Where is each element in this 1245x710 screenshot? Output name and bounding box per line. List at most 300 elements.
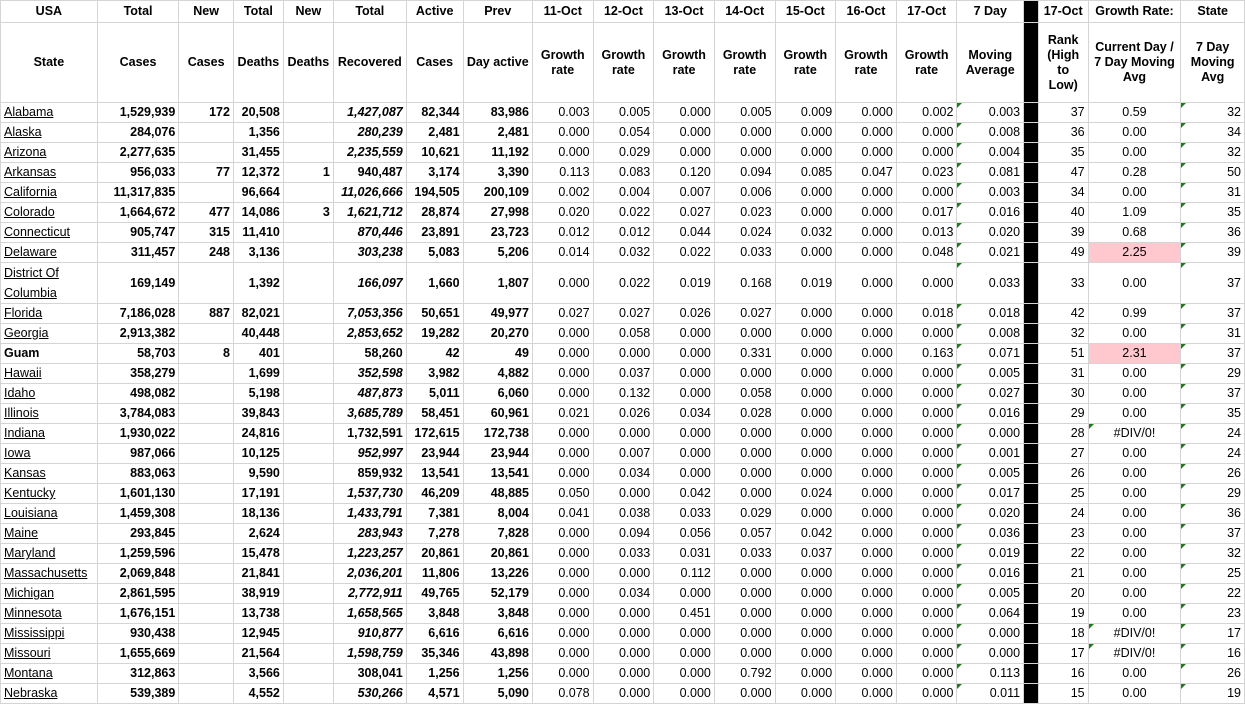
recovered-cell[interactable]: 7,053,356 <box>333 304 406 324</box>
growth-ratio-cell[interactable]: 0.00 <box>1088 464 1181 484</box>
state-7day-avg-cell[interactable]: 26 <box>1181 464 1245 484</box>
state-7day-avg-cell[interactable]: 36 <box>1181 504 1245 524</box>
new-cases-cell[interactable]: 77 <box>179 163 234 183</box>
prev-day-active-cell[interactable]: 43,898 <box>463 644 532 664</box>
growth-rate-cell[interactable]: 0.000 <box>654 424 715 444</box>
growth-rate-cell[interactable]: 0.006 <box>714 183 775 203</box>
recovered-cell[interactable]: 280,239 <box>333 123 406 143</box>
total-deaths-cell[interactable]: 14,086 <box>233 203 283 223</box>
column-header[interactable]: Total <box>233 1 283 23</box>
recovered-cell[interactable]: 1,658,565 <box>333 604 406 624</box>
state-name-cell[interactable] <box>1 223 98 243</box>
state-name-cell[interactable] <box>1 484 98 504</box>
growth-rate-cell[interactable]: 0.000 <box>896 644 957 664</box>
new-deaths-cell[interactable] <box>283 424 333 444</box>
prev-day-active-cell[interactable]: 20,861 <box>463 544 532 564</box>
growth-rate-cell[interactable]: 0.000 <box>714 484 775 504</box>
growth-rate-cell[interactable]: 0.000 <box>714 123 775 143</box>
new-deaths-cell[interactable] <box>283 504 333 524</box>
total-deaths-cell[interactable]: 4,552 <box>233 684 283 704</box>
new-cases-cell[interactable] <box>179 564 234 584</box>
new-cases-cell[interactable]: 172 <box>179 103 234 123</box>
growth-rate-cell[interactable]: 0.000 <box>593 564 654 584</box>
growth-rate-cell[interactable]: 0.331 <box>714 344 775 364</box>
growth-rate-cell[interactable]: 0.000 <box>532 424 593 444</box>
growth-rate-cell[interactable]: 0.000 <box>654 464 715 484</box>
column-header[interactable]: 7 Day <box>957 1 1024 23</box>
active-cases-cell[interactable]: 3,848 <box>406 604 463 624</box>
state-7day-avg-cell[interactable]: 22 <box>1181 584 1245 604</box>
column-header[interactable]: 17-Oct <box>896 1 957 23</box>
growth-rate-cell[interactable]: 0.002 <box>896 103 957 123</box>
active-cases-cell[interactable]: 46,209 <box>406 484 463 504</box>
growth-rate-cell[interactable]: 0.168 <box>714 263 775 304</box>
state-name-cell[interactable] <box>1 684 98 704</box>
active-cases-cell[interactable]: 11,806 <box>406 564 463 584</box>
state-7day-avg-cell[interactable]: 50 <box>1181 163 1245 183</box>
state-name-cell[interactable] <box>1 404 98 424</box>
recovered-cell[interactable]: 952,997 <box>333 444 406 464</box>
total-deaths-cell[interactable]: 18,136 <box>233 504 283 524</box>
growth-ratio-cell[interactable]: 0.00 <box>1088 384 1181 404</box>
total-cases-cell[interactable]: 293,845 <box>97 524 179 544</box>
rank-cell[interactable]: 29 <box>1038 404 1088 424</box>
state-name-cell[interactable] <box>1 524 98 544</box>
new-cases-cell[interactable]: 8 <box>179 344 234 364</box>
recovered-cell[interactable]: 530,266 <box>333 684 406 704</box>
state-link[interactable]: Hawaii <box>4 366 42 380</box>
growth-rate-cell[interactable]: 0.048 <box>896 243 957 263</box>
growth-rate-cell[interactable]: 0.019 <box>654 263 715 304</box>
moving-average-cell[interactable]: 0.005 <box>957 584 1024 604</box>
state-link[interactable]: Florida <box>4 306 43 320</box>
growth-rate-cell[interactable]: 0.000 <box>654 344 715 364</box>
rank-cell[interactable]: 15 <box>1038 684 1088 704</box>
growth-rate-cell[interactable]: 0.000 <box>775 364 836 384</box>
growth-rate-cell[interactable]: 0.034 <box>593 584 654 604</box>
total-deaths-cell[interactable]: 38,919 <box>233 584 283 604</box>
state-name-cell[interactable] <box>1 604 98 624</box>
growth-rate-cell[interactable]: 0.000 <box>775 344 836 364</box>
growth-rate-cell[interactable]: 0.000 <box>532 564 593 584</box>
recovered-cell[interactable]: 1,537,730 <box>333 484 406 504</box>
growth-rate-cell[interactable]: 0.000 <box>896 263 957 304</box>
growth-rate-cell[interactable]: 0.000 <box>836 183 897 203</box>
active-cases-cell[interactable]: 3,174 <box>406 163 463 183</box>
growth-rate-cell[interactable]: 0.120 <box>654 163 715 183</box>
growth-rate-cell[interactable]: 0.000 <box>836 364 897 384</box>
prev-day-active-cell[interactable]: 20,270 <box>463 324 532 344</box>
growth-rate-cell[interactable]: 0.033 <box>714 243 775 263</box>
state-link[interactable]: Illinois <box>4 406 39 420</box>
growth-rate-cell[interactable]: 0.792 <box>714 664 775 684</box>
column-header[interactable]: Recovered <box>333 23 406 103</box>
recovered-cell[interactable]: 58,260 <box>333 344 406 364</box>
recovered-cell[interactable]: 940,487 <box>333 163 406 183</box>
growth-rate-cell[interactable]: 0.022 <box>593 263 654 304</box>
state-link[interactable]: Colorado <box>4 205 55 219</box>
growth-rate-cell[interactable]: 0.027 <box>714 304 775 324</box>
rank-cell[interactable]: 37 <box>1038 103 1088 123</box>
moving-average-cell[interactable]: 0.033 <box>957 263 1024 304</box>
new-cases-cell[interactable] <box>179 484 234 504</box>
total-deaths-cell[interactable]: 21,841 <box>233 564 283 584</box>
prev-day-active-cell[interactable]: 3,390 <box>463 163 532 183</box>
total-deaths-cell[interactable]: 12,372 <box>233 163 283 183</box>
state-7day-avg-cell[interactable]: 32 <box>1181 544 1245 564</box>
growth-rate-cell[interactable]: 0.044 <box>654 223 715 243</box>
total-deaths-cell[interactable]: 21,564 <box>233 644 283 664</box>
growth-rate-cell[interactable]: 0.033 <box>714 544 775 564</box>
new-deaths-cell[interactable] <box>283 664 333 684</box>
moving-average-cell[interactable]: 0.020 <box>957 223 1024 243</box>
state-link[interactable]: Massachusetts <box>4 566 88 580</box>
total-deaths-cell[interactable]: 2,624 <box>233 524 283 544</box>
rank-cell[interactable]: 18 <box>1038 624 1088 644</box>
column-header[interactable]: Growth rate <box>836 23 897 103</box>
state-link[interactable]: Arizona <box>4 145 47 159</box>
growth-rate-cell[interactable]: 0.000 <box>714 324 775 344</box>
total-cases-cell[interactable]: 7,186,028 <box>97 304 179 324</box>
state-7day-avg-cell[interactable]: 36 <box>1181 223 1245 243</box>
state-name-cell[interactable] <box>1 163 98 183</box>
active-cases-cell[interactable]: 6,616 <box>406 624 463 644</box>
growth-rate-cell[interactable]: 0.000 <box>896 384 957 404</box>
recovered-cell[interactable]: 308,041 <box>333 664 406 684</box>
rank-cell[interactable]: 36 <box>1038 123 1088 143</box>
growth-rate-cell[interactable]: 0.022 <box>654 243 715 263</box>
state-7day-avg-cell[interactable]: 16 <box>1181 644 1245 664</box>
prev-day-active-cell[interactable]: 11,192 <box>463 143 532 163</box>
total-cases-cell[interactable]: 1,930,022 <box>97 424 179 444</box>
growth-ratio-cell[interactable]: 1.09 <box>1088 203 1181 223</box>
recovered-cell[interactable]: 166,097 <box>333 263 406 304</box>
total-cases-cell[interactable]: 930,438 <box>97 624 179 644</box>
growth-rate-cell[interactable]: 0.000 <box>896 123 957 143</box>
new-deaths-cell[interactable] <box>283 344 333 364</box>
column-header[interactable]: Total <box>333 1 406 23</box>
growth-rate-cell[interactable]: 0.000 <box>836 344 897 364</box>
new-deaths-cell[interactable] <box>283 644 333 664</box>
recovered-cell[interactable]: 1,598,759 <box>333 644 406 664</box>
growth-rate-cell[interactable]: 0.000 <box>532 384 593 404</box>
prev-day-active-cell[interactable]: 2,481 <box>463 123 532 143</box>
growth-rate-cell[interactable]: 0.024 <box>714 223 775 243</box>
total-cases-cell[interactable]: 2,277,635 <box>97 143 179 163</box>
total-cases-cell[interactable]: 987,066 <box>97 444 179 464</box>
growth-rate-cell[interactable]: 0.000 <box>836 504 897 524</box>
growth-rate-cell[interactable]: 0.033 <box>593 544 654 564</box>
growth-rate-cell[interactable]: 0.000 <box>836 424 897 444</box>
growth-rate-cell[interactable]: 0.000 <box>836 584 897 604</box>
growth-rate-cell[interactable]: 0.000 <box>775 143 836 163</box>
growth-rate-cell[interactable]: 0.000 <box>654 143 715 163</box>
growth-rate-cell[interactable]: 0.000 <box>593 684 654 704</box>
growth-rate-cell[interactable]: 0.012 <box>593 223 654 243</box>
growth-rate-cell[interactable]: 0.026 <box>654 304 715 324</box>
new-deaths-cell[interactable] <box>283 684 333 704</box>
growth-rate-cell[interactable]: 0.000 <box>654 624 715 644</box>
growth-rate-cell[interactable]: 0.000 <box>836 304 897 324</box>
prev-day-active-cell[interactable]: 5,090 <box>463 684 532 704</box>
state-link[interactable]: Mississippi <box>4 626 65 640</box>
state-name-cell[interactable] <box>1 344 98 364</box>
growth-rate-cell[interactable]: 0.000 <box>775 504 836 524</box>
state-name-cell[interactable] <box>1 143 98 163</box>
growth-rate-cell[interactable]: 0.037 <box>775 544 836 564</box>
state-link[interactable]: Iowa <box>4 446 31 460</box>
state-name-cell[interactable] <box>1 304 98 324</box>
state-7day-avg-cell[interactable]: 25 <box>1181 564 1245 584</box>
growth-rate-cell[interactable]: 0.000 <box>896 324 957 344</box>
recovered-cell[interactable]: 859,932 <box>333 464 406 484</box>
rank-cell[interactable]: 51 <box>1038 344 1088 364</box>
growth-rate-cell[interactable]: 0.000 <box>896 183 957 203</box>
active-cases-cell[interactable]: 10,621 <box>406 143 463 163</box>
prev-day-active-cell[interactable]: 27,998 <box>463 203 532 223</box>
growth-ratio-cell[interactable]: 0.00 <box>1088 364 1181 384</box>
growth-rate-cell[interactable]: 0.031 <box>654 544 715 564</box>
growth-rate-cell[interactable]: 0.000 <box>593 664 654 684</box>
growth-rate-cell[interactable]: 0.000 <box>654 664 715 684</box>
growth-rate-cell[interactable]: 0.000 <box>896 664 957 684</box>
growth-rate-cell[interactable]: 0.000 <box>775 324 836 344</box>
column-header[interactable]: Growth rate <box>714 23 775 103</box>
moving-average-cell[interactable]: 0.005 <box>957 364 1024 384</box>
moving-average-cell[interactable]: 0.019 <box>957 544 1024 564</box>
growth-rate-cell[interactable]: 0.000 <box>532 584 593 604</box>
growth-rate-cell[interactable]: 0.000 <box>532 524 593 544</box>
new-deaths-cell[interactable] <box>283 604 333 624</box>
recovered-cell[interactable]: 303,238 <box>333 243 406 263</box>
column-header[interactable]: 15-Oct <box>775 1 836 23</box>
column-header[interactable]: Current Day / 7 Day Moving Avg <box>1088 23 1181 103</box>
state-link[interactable]: Kentucky <box>4 486 56 500</box>
rank-cell[interactable]: 30 <box>1038 384 1088 404</box>
new-deaths-cell[interactable]: 1 <box>283 163 333 183</box>
moving-average-cell[interactable]: 0.000 <box>957 424 1024 444</box>
active-cases-cell[interactable]: 4,571 <box>406 684 463 704</box>
column-header[interactable]: Growth rate <box>896 23 957 103</box>
growth-rate-cell[interactable]: 0.029 <box>714 504 775 524</box>
growth-rate-cell[interactable]: 0.000 <box>775 203 836 223</box>
state-link[interactable]: Louisiana <box>4 506 58 520</box>
growth-ratio-cell[interactable]: 0.00 <box>1088 664 1181 684</box>
state-name-cell[interactable] <box>1 243 98 263</box>
growth-rate-cell[interactable]: 0.000 <box>654 324 715 344</box>
new-cases-cell[interactable] <box>179 504 234 524</box>
state-link[interactable]: Montana <box>4 666 53 680</box>
rank-cell[interactable]: 40 <box>1038 203 1088 223</box>
growth-rate-cell[interactable]: 0.058 <box>593 324 654 344</box>
growth-rate-cell[interactable]: 0.026 <box>593 404 654 424</box>
rank-cell[interactable]: 22 <box>1038 544 1088 564</box>
total-cases-cell[interactable]: 2,861,595 <box>97 584 179 604</box>
growth-rate-cell[interactable]: 0.000 <box>836 223 897 243</box>
active-cases-cell[interactable]: 28,874 <box>406 203 463 223</box>
rank-cell[interactable]: 19 <box>1038 604 1088 624</box>
growth-ratio-cell[interactable]: 0.00 <box>1088 684 1181 704</box>
growth-rate-cell[interactable]: 0.000 <box>532 364 593 384</box>
state-link[interactable]: District Of Columbia <box>4 266 59 300</box>
total-cases-cell[interactable]: 2,913,382 <box>97 324 179 344</box>
growth-rate-cell[interactable]: 0.000 <box>775 604 836 624</box>
moving-average-cell[interactable]: 0.003 <box>957 103 1024 123</box>
new-cases-cell[interactable] <box>179 324 234 344</box>
growth-rate-cell[interactable]: 0.000 <box>896 424 957 444</box>
state-name-cell[interactable] <box>1 203 98 223</box>
growth-rate-cell[interactable]: 0.000 <box>896 524 957 544</box>
moving-average-cell[interactable]: 0.036 <box>957 524 1024 544</box>
state-7day-avg-cell[interactable]: 31 <box>1181 183 1245 203</box>
growth-rate-cell[interactable]: 0.000 <box>836 664 897 684</box>
prev-day-active-cell[interactable]: 200,109 <box>463 183 532 203</box>
growth-ratio-cell[interactable]: 0.00 <box>1088 564 1181 584</box>
growth-rate-cell[interactable]: 0.033 <box>654 504 715 524</box>
column-header[interactable]: 12-Oct <box>593 1 654 23</box>
column-header[interactable]: Cases <box>406 23 463 103</box>
column-header[interactable]: Cases <box>179 23 234 103</box>
prev-day-active-cell[interactable]: 8,004 <box>463 504 532 524</box>
prev-day-active-cell[interactable]: 7,828 <box>463 524 532 544</box>
total-cases-cell[interactable]: 1,676,151 <box>97 604 179 624</box>
new-cases-cell[interactable] <box>179 263 234 304</box>
recovered-cell[interactable]: 283,943 <box>333 524 406 544</box>
new-cases-cell[interactable] <box>179 404 234 424</box>
new-deaths-cell[interactable] <box>283 484 333 504</box>
new-cases-cell[interactable] <box>179 584 234 604</box>
total-cases-cell[interactable]: 905,747 <box>97 223 179 243</box>
state-link[interactable]: Guam <box>4 346 40 360</box>
active-cases-cell[interactable]: 42 <box>406 344 463 364</box>
growth-rate-cell[interactable]: 0.000 <box>593 424 654 444</box>
growth-rate-cell[interactable]: 0.000 <box>775 464 836 484</box>
growth-rate-cell[interactable]: 0.000 <box>775 624 836 644</box>
new-deaths-cell[interactable] <box>283 324 333 344</box>
growth-ratio-cell[interactable]: 0.00 <box>1088 444 1181 464</box>
growth-ratio-cell[interactable]: 0.00 <box>1088 183 1181 203</box>
moving-average-cell[interactable]: 0.000 <box>957 624 1024 644</box>
growth-rate-cell[interactable]: 0.027 <box>532 304 593 324</box>
growth-rate-cell[interactable]: 0.000 <box>775 304 836 324</box>
new-cases-cell[interactable] <box>179 364 234 384</box>
growth-rate-cell[interactable]: 0.000 <box>654 384 715 404</box>
growth-ratio-cell[interactable]: 0.00 <box>1088 324 1181 344</box>
new-cases-cell[interactable]: 248 <box>179 243 234 263</box>
new-cases-cell[interactable] <box>179 544 234 564</box>
state-name-cell[interactable] <box>1 103 98 123</box>
growth-rate-cell[interactable]: 0.085 <box>775 163 836 183</box>
state-name-cell[interactable] <box>1 123 98 143</box>
growth-ratio-cell[interactable]: 2.31 <box>1088 344 1181 364</box>
state-7day-avg-cell[interactable]: 23 <box>1181 604 1245 624</box>
active-cases-cell[interactable]: 2,481 <box>406 123 463 143</box>
moving-average-cell[interactable]: 0.018 <box>957 304 1024 324</box>
new-cases-cell[interactable] <box>179 143 234 163</box>
growth-rate-cell[interactable]: 0.000 <box>896 604 957 624</box>
growth-rate-cell[interactable]: 0.000 <box>775 444 836 464</box>
column-header[interactable]: USA <box>1 1 98 23</box>
moving-average-cell[interactable]: 0.003 <box>957 183 1024 203</box>
moving-average-cell[interactable]: 0.016 <box>957 203 1024 223</box>
growth-ratio-cell[interactable]: 0.00 <box>1088 604 1181 624</box>
rank-cell[interactable]: 34 <box>1038 183 1088 203</box>
active-cases-cell[interactable]: 1,660 <box>406 263 463 304</box>
prev-day-active-cell[interactable]: 60,961 <box>463 404 532 424</box>
growth-rate-cell[interactable]: 0.014 <box>532 243 593 263</box>
new-deaths-cell[interactable] <box>283 444 333 464</box>
prev-day-active-cell[interactable]: 4,882 <box>463 364 532 384</box>
state-7day-avg-cell[interactable]: 34 <box>1181 123 1245 143</box>
growth-rate-cell[interactable]: 0.000 <box>836 644 897 664</box>
moving-average-cell[interactable]: 0.027 <box>957 384 1024 404</box>
column-header[interactable]: New <box>283 1 333 23</box>
growth-rate-cell[interactable]: 0.007 <box>593 444 654 464</box>
total-deaths-cell[interactable]: 11,410 <box>233 223 283 243</box>
new-deaths-cell[interactable] <box>283 384 333 404</box>
moving-average-cell[interactable]: 0.020 <box>957 504 1024 524</box>
growth-rate-cell[interactable]: 0.037 <box>593 364 654 384</box>
total-cases-cell[interactable]: 169,149 <box>97 263 179 304</box>
total-cases-cell[interactable]: 284,076 <box>97 123 179 143</box>
total-cases-cell[interactable]: 3,784,083 <box>97 404 179 424</box>
total-cases-cell[interactable]: 2,069,848 <box>97 564 179 584</box>
moving-average-cell[interactable]: 0.016 <box>957 564 1024 584</box>
growth-ratio-cell[interactable]: 0.00 <box>1088 143 1181 163</box>
growth-rate-cell[interactable]: 0.000 <box>836 544 897 564</box>
active-cases-cell[interactable]: 23,944 <box>406 444 463 464</box>
growth-rate-cell[interactable]: 0.027 <box>593 304 654 324</box>
total-cases-cell[interactable]: 539,389 <box>97 684 179 704</box>
active-cases-cell[interactable]: 20,861 <box>406 544 463 564</box>
growth-rate-cell[interactable]: 0.000 <box>775 684 836 704</box>
state-name-cell[interactable] <box>1 624 98 644</box>
growth-rate-cell[interactable]: 0.004 <box>593 183 654 203</box>
moving-average-cell[interactable]: 0.021 <box>957 243 1024 263</box>
total-deaths-cell[interactable]: 1,356 <box>233 123 283 143</box>
state-link[interactable]: Kansas <box>4 466 46 480</box>
recovered-cell[interactable]: 2,772,911 <box>333 584 406 604</box>
growth-rate-cell[interactable]: 0.000 <box>836 604 897 624</box>
new-deaths-cell[interactable] <box>283 464 333 484</box>
growth-rate-cell[interactable]: 0.000 <box>532 604 593 624</box>
growth-rate-cell[interactable]: 0.094 <box>593 524 654 544</box>
state-link[interactable]: Minnesota <box>4 606 62 620</box>
new-cases-cell[interactable] <box>179 624 234 644</box>
total-cases-cell[interactable]: 358,279 <box>97 364 179 384</box>
total-cases-cell[interactable]: 311,457 <box>97 243 179 263</box>
growth-rate-cell[interactable]: 0.000 <box>836 444 897 464</box>
growth-rate-cell[interactable]: 0.000 <box>896 504 957 524</box>
new-cases-cell[interactable] <box>179 604 234 624</box>
new-deaths-cell[interactable] <box>283 584 333 604</box>
total-deaths-cell[interactable]: 5,198 <box>233 384 283 404</box>
new-cases-cell[interactable] <box>179 123 234 143</box>
growth-rate-cell[interactable]: 0.041 <box>532 504 593 524</box>
total-deaths-cell[interactable]: 17,191 <box>233 484 283 504</box>
state-link[interactable]: Alabama <box>4 105 54 119</box>
growth-ratio-cell[interactable]: 2.25 <box>1088 243 1181 263</box>
new-deaths-cell[interactable] <box>283 524 333 544</box>
column-header[interactable]: State <box>1181 1 1245 23</box>
growth-rate-cell[interactable]: 0.000 <box>532 344 593 364</box>
growth-ratio-cell[interactable]: 0.00 <box>1088 263 1181 304</box>
column-header[interactable]: Total <box>97 1 179 23</box>
recovered-cell[interactable]: 2,235,559 <box>333 143 406 163</box>
growth-rate-cell[interactable]: 0.027 <box>654 203 715 223</box>
growth-rate-cell[interactable]: 0.000 <box>714 424 775 444</box>
growth-rate-cell[interactable]: 0.000 <box>896 484 957 504</box>
